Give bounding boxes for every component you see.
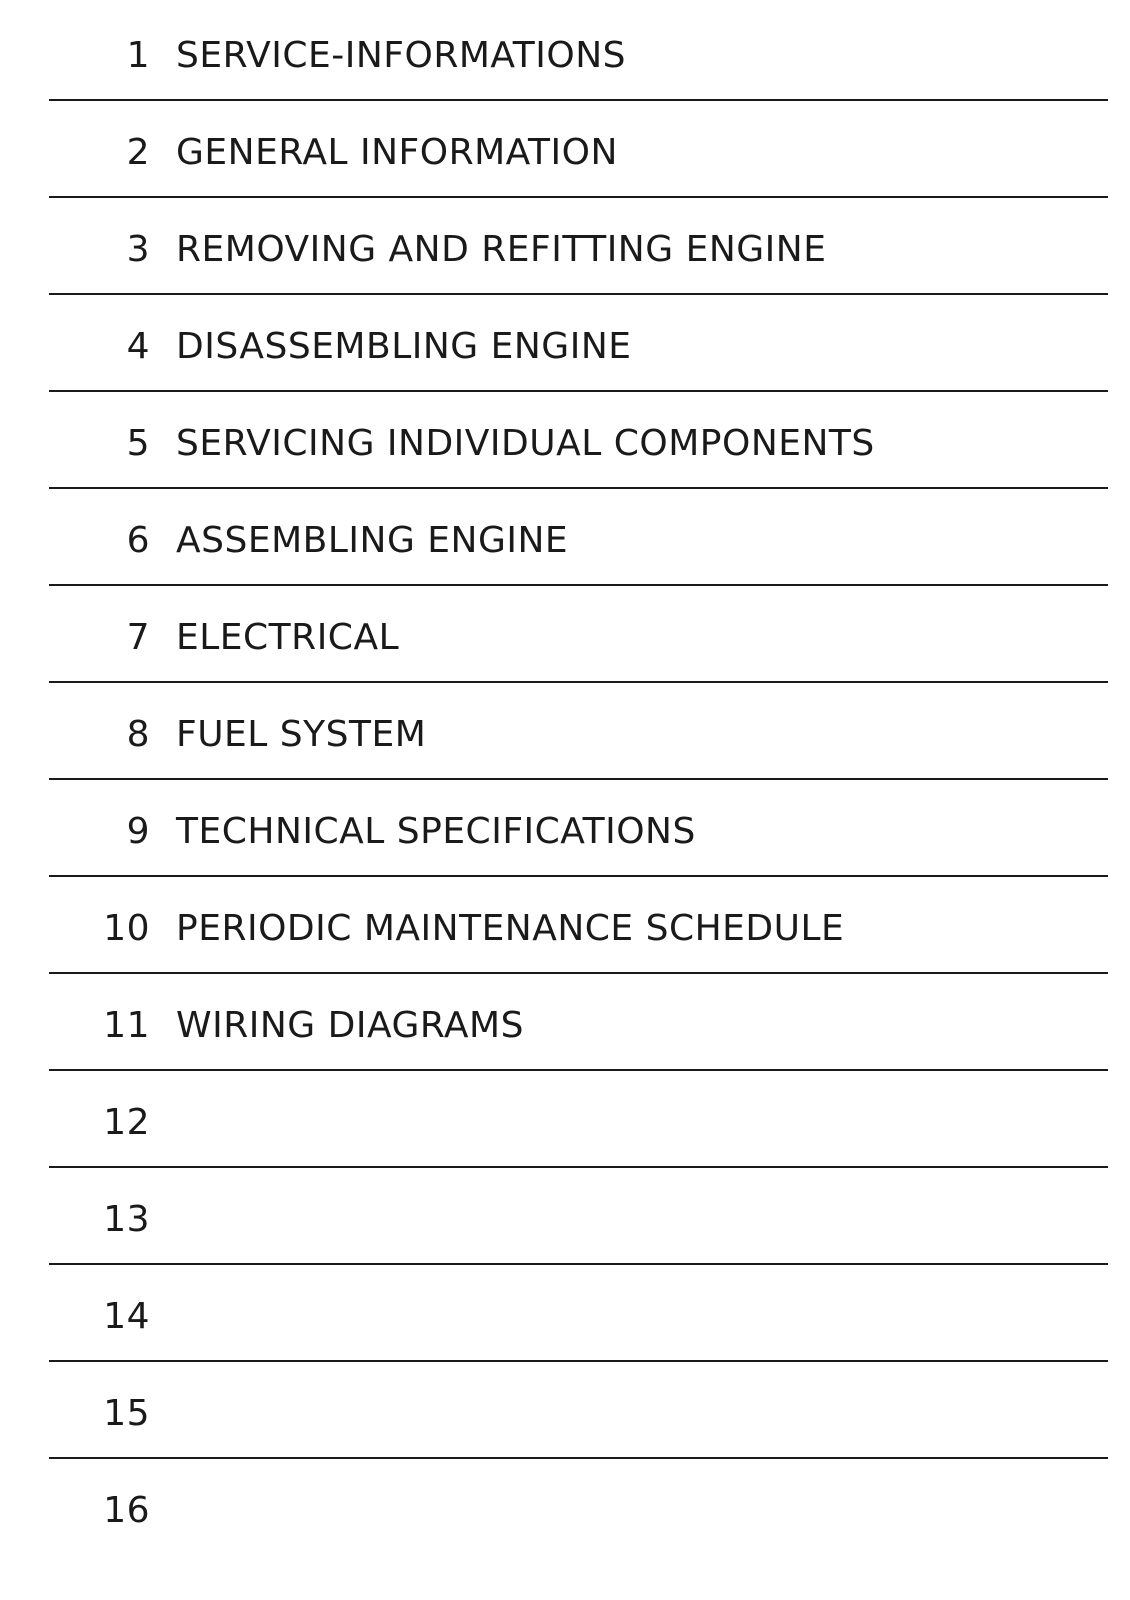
chapter-number: 11 [103, 1005, 150, 1046]
chapter-number: 14 [103, 1296, 150, 1337]
toc-entry-1[interactable] [0, 4, 1130, 101]
chapter-number: 3 [126, 229, 150, 270]
chapter-title[interactable]: ASSEMBLING ENGINE [176, 520, 569, 561]
chapter-title[interactable]: REMOVING AND REFITTING ENGINE [176, 229, 827, 270]
toc-entry-10[interactable] [0, 877, 1130, 974]
toc-entry-2[interactable] [0, 101, 1130, 198]
chapter-title[interactable]: TECHNICAL SPECIFICATIONS [176, 811, 696, 852]
chapter-number: 13 [103, 1199, 150, 1240]
chapter-title[interactable]: DISASSEMBLING ENGINE [176, 326, 632, 367]
chapter-number: 6 [126, 520, 150, 561]
toc-entry-14[interactable] [0, 1265, 1130, 1362]
chapter-number: 12 [103, 1102, 150, 1143]
chapter-number: 2 [126, 132, 150, 173]
toc-entry-8[interactable] [0, 683, 1130, 780]
chapter-title[interactable]: PERIODIC MAINTENANCE SCHEDULE [176, 908, 845, 949]
chapter-number: 5 [126, 423, 150, 464]
toc-entry-11[interactable] [0, 974, 1130, 1071]
chapter-number: 15 [103, 1393, 150, 1434]
toc-entry-4[interactable] [0, 295, 1130, 392]
toc-entry-7[interactable] [0, 586, 1130, 683]
chapter-number: 7 [126, 617, 150, 658]
chapter-number: 4 [126, 326, 150, 367]
chapter-title[interactable]: FUEL SYSTEM [176, 714, 427, 755]
chapter-title[interactable]: GENERAL INFORMATION [176, 132, 618, 173]
chapter-number: 1 [126, 35, 150, 76]
chapter-number: 9 [126, 811, 150, 852]
chapter-number: 16 [103, 1490, 150, 1531]
toc-entry-9[interactable] [0, 780, 1130, 877]
toc-entry-15[interactable] [0, 1362, 1130, 1459]
chapter-title[interactable]: WIRING DIAGRAMS [176, 1005, 524, 1046]
toc-entry-6[interactable] [0, 489, 1130, 586]
toc-entry-5[interactable] [0, 392, 1130, 489]
chapter-number: 10 [103, 908, 150, 949]
chapter-title[interactable]: SERVICE-INFORMATIONS [176, 35, 626, 76]
chapter-title[interactable]: ELECTRICAL [176, 617, 400, 658]
table-of-contents [0, 4, 1130, 1556]
chapter-title[interactable]: SERVICING INDIVIDUAL COMPONENTS [176, 423, 875, 464]
toc-entry-12[interactable] [0, 1071, 1130, 1168]
toc-entry-3[interactable] [0, 198, 1130, 295]
toc-entry-13[interactable] [0, 1168, 1130, 1265]
chapter-number: 8 [126, 714, 150, 755]
toc-entry-16[interactable] [0, 1459, 1130, 1556]
